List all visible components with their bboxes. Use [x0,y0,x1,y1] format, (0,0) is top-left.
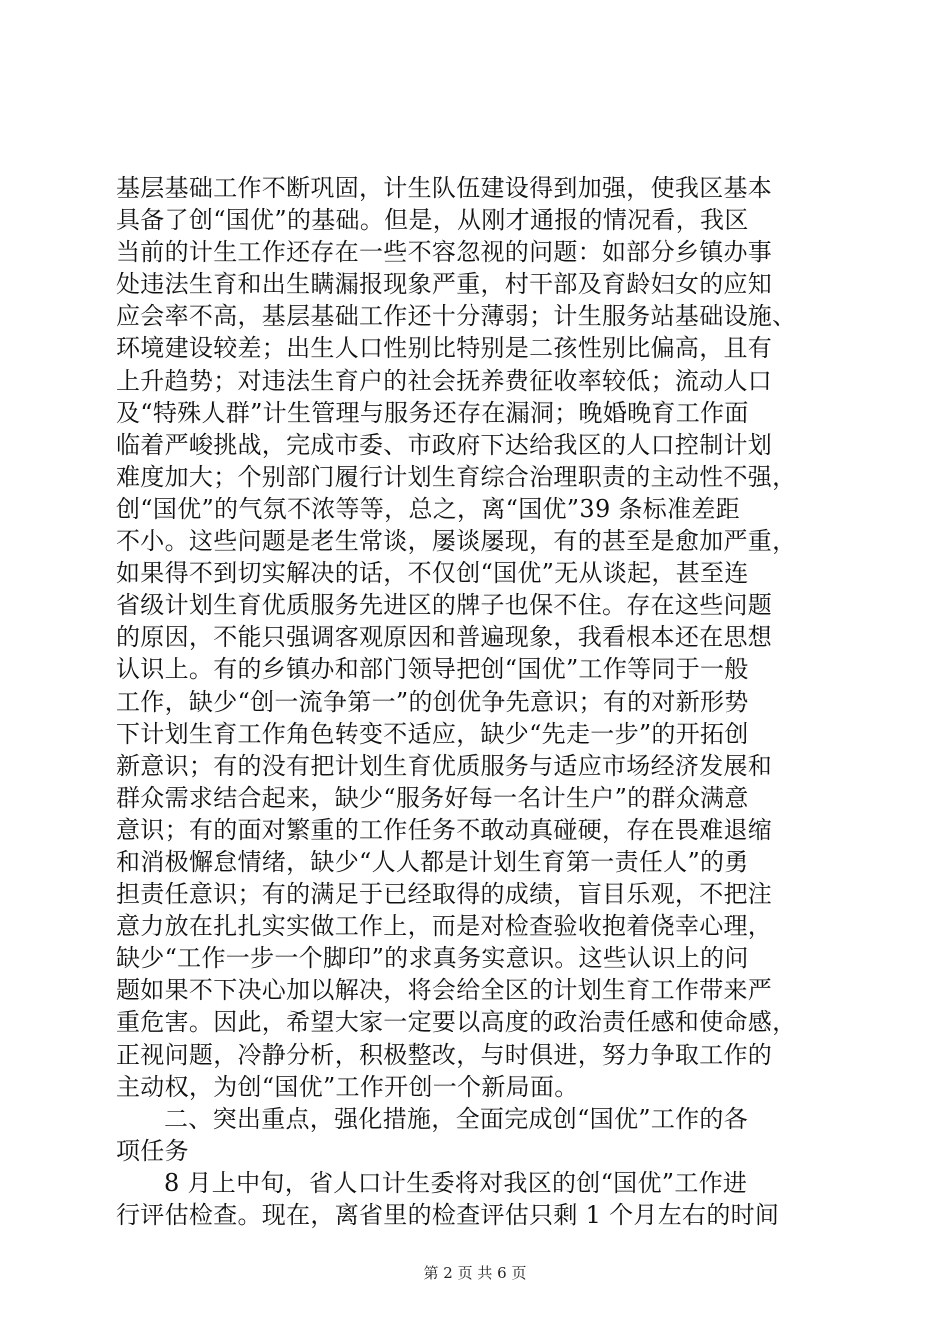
text-line: 临着严峻挑战，完成市委、市政府下达给我区的人口控制计划 [116,430,773,459]
text-line: 当前的计生工作还存在一些不容忽视的问题：如部分乡镇办事 [116,238,773,267]
text-line: 上升趋势；对违法生育户的社会抚养费征收率较低；流动人口 [116,366,773,395]
text-line: 群众需求结合起来，缺少“服务好每一名计生户”的群众满意 [116,783,749,812]
text-line: 应会率不高，基层基础工作还十分薄弱；计生服务站基础设施、 [116,302,797,331]
text-line: 认识上。有的乡镇办和部门领导把创“国优”工作等同于一般 [116,655,749,684]
text-line: 意识；有的面对繁重的工作任务不敢动真碰硬，存在畏难退缩 [116,815,773,844]
text-line: 缺少“工作一步一个脚印”的求真务实意识。这些认识上的问 [116,944,749,973]
text-line: 如果得不到切实解决的话，不仅创“国优”无从谈起，甚至连 [116,559,749,588]
text-line: 创“国优”的气氛不浓等等，总之，离“国优”39 条标准差距 [116,494,740,523]
text-line: 行评估检查。现在，离省里的检查评估只剩 1 个月左右的时间 [116,1201,780,1229]
text-line: 工作，缺少“创一流争第一”的创优争先意识；有的对新形势 [116,687,749,716]
text-line: 二、突出重点，强化措施，全面完成创“国优”工作的各 [164,1104,749,1133]
text-line: 新意识；有的没有把计划生育优质服务与适应市场经济发展和 [116,751,773,780]
text-line: 环境建设较差；出生人口性别比特别是二孩性别比偏高，且有 [116,334,773,363]
text-line: 不小。这些问题是老生常谈，屡谈屡现，有的甚至是愈加严重， [116,527,797,556]
text-line: 意力放在扎扎实实做工作上，而是对检查验收抱着侥幸心理， [116,912,773,941]
text-line: 题如果不下决心加以解决，将会给全区的计划生育工作带来严 [116,976,773,1005]
text-line: 正视问题，冷静分析，积极整改，与时俱进，努力争取工作的 [116,1040,773,1069]
text-line: 具备了创“国优”的基础。但是，从刚才通报的情况看，我区 [116,206,749,235]
text-line: 下计划生育工作角色转变不适应，缺少“先走一步”的开拓创 [116,719,749,748]
text-line: 主动权，为创“国优”工作开创一个新局面。 [116,1072,579,1101]
text-line: 基层基础工作不断巩固，计生队伍建设得到加强，使我区基本 [116,174,773,202]
page-footer: 第 2 页 共 6 页 [423,1264,527,1282]
text-line: 及“特殊人群”计生管理与服务还存在漏洞；晚婚晚育工作面 [116,398,749,427]
text-line: 项任务 [116,1136,189,1165]
text-line: 8 月上中旬，省人口计生委将对我区的创“国优”工作进 [164,1168,748,1197]
text-line: 担责任意识；有的满足于已经取得的成绩，盲目乐观，不把注 [116,880,773,909]
text-line: 的原因，不能只强调客观原因和普遍现象，我看根本还在思想 [116,623,773,652]
text-line: 难度加大；个别部门履行计划生育综合治理职责的主动性不强， [116,462,797,491]
text-line: 重危害。因此，希望大家一定要以高度的政治责任感和使命感， [116,1008,797,1037]
text-line: 省级计划生育优质服务先进区的牌子也保不住。存在这些问题 [116,591,773,620]
text-line: 和消极懈怠情绪，缺少“人人都是计划生育第一责任人”的勇 [116,847,749,876]
text-line: 处违法生育和出生瞒漏报现象严重，村干部及育龄妇女的应知 [116,270,773,299]
body-text [116,172,838,1231]
